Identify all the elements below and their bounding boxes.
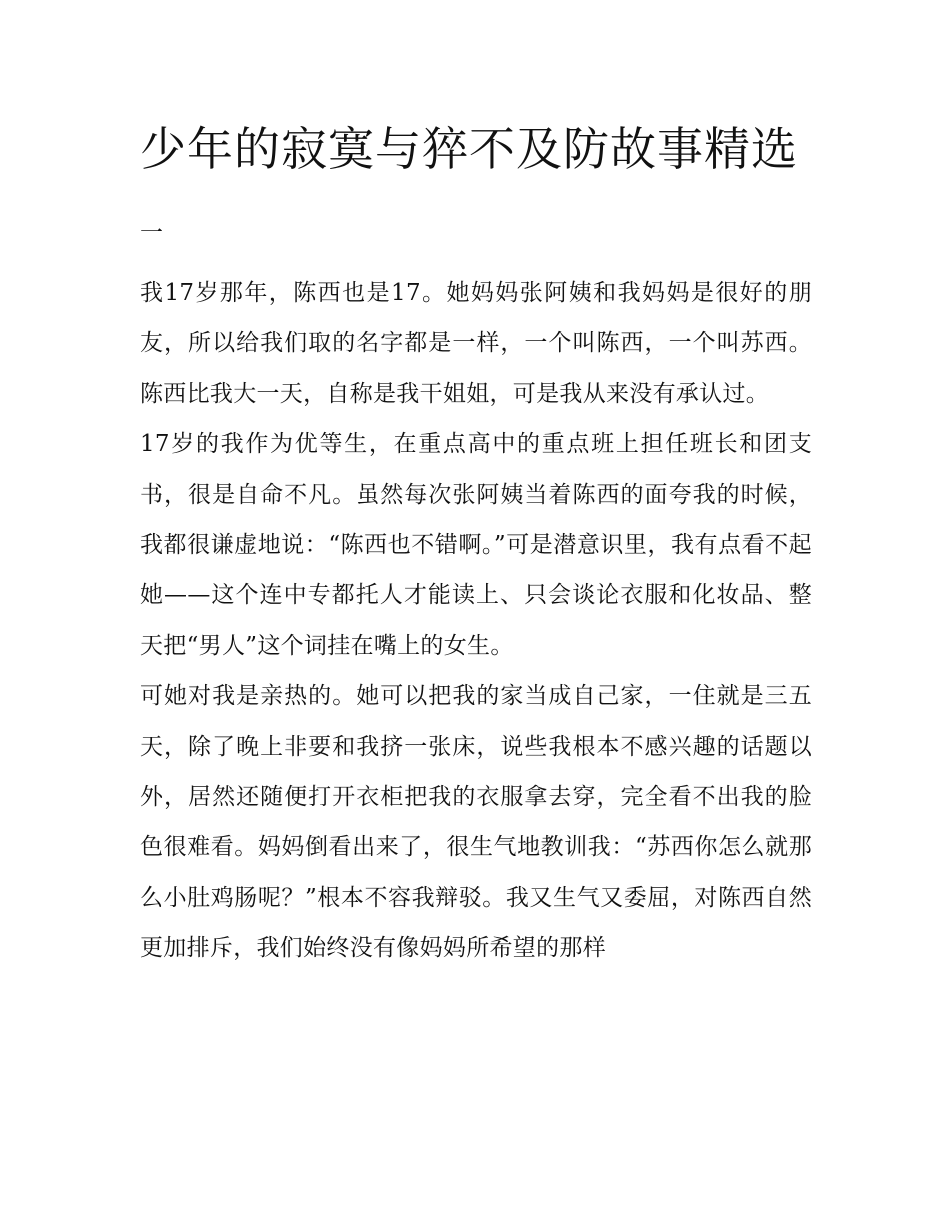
- paragraph: 17岁的我作为优等生，在重点高中的重点班上担任班长和团支书，很是自命不凡。虽然每次张阿姨当着陈西的面夸我的时候，我都很谦虚地说：“陈西也不错啊。”可是潜意识里，我有点看不起她——这个连中专都托人才能读上、只会谈论衣服和化妆品、整天把“男人”这个词挂在嘴上的女生。: [140, 431, 812, 659]
- document-body: [140, 268, 812, 974]
- section-marker: 一: [140, 220, 163, 246]
- document-page: [140, 112, 812, 974]
- paragraph: 可她对我是亲热的。她可以把我的家当成自己家，一住就是三五天，除了晚上非要和我挤一张床，说些我根本不感兴趣的话题以外，居然还随便打开衣柜把我的衣服拿去穿，完全看不出我的脸色很难看。妈妈倒看出来了，很生气地教训我：“苏西你怎么就那么小肚鸡肠呢？”根本不容我辩驳。我又生气又委屈，对陈西自然更加排斥，我们始终没有像妈妈所希望的那样: [140, 683, 812, 962]
- document-title: 少年的寂寞与猝不及防故事精选: [140, 122, 798, 176]
- paragraph: 我17岁那年，陈西也是17。她妈妈张阿姨和我妈妈是很好的朋友，所以给我们取的名字都是一样，一个叫陈西，一个叫苏西。陈西比我大一天，自称是我干姐姐，可是我从来没有承认过。: [140, 280, 812, 407]
